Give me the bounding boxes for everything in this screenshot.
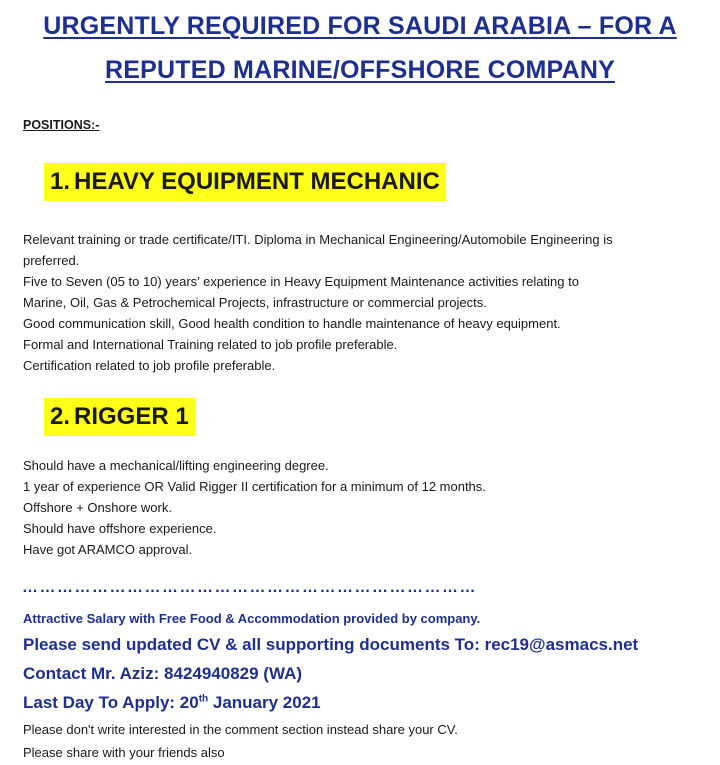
last-day-line	[23, 693, 321, 713]
requirement-line: Offshore + Onshore work.	[23, 500, 172, 515]
share-note: Please share with your friends also	[23, 745, 225, 760]
requirement-line: 1 year of experience OR Valid Rigger II certification for a minimum of 12 months.	[23, 479, 486, 494]
position-number: 1.	[50, 168, 71, 195]
send-cv-line: Please send updated CV & all supporting documents To: rec19@asmacs.net	[23, 635, 639, 654]
requirement-line: Have got ARAMCO approval.	[23, 542, 193, 557]
requirement-line: preferred.	[23, 253, 80, 268]
headline-line-1: URGENTLY REQUIRED FOR SAUDI ARABIA – FOR A	[43, 12, 677, 40]
positions-label: POSITIONS:-	[23, 118, 100, 132]
requirement-line: Formal and International Training related to job profile preferable.	[23, 337, 398, 352]
requirement-line: Should have a mechanical/lifting engineering degree.	[23, 458, 329, 473]
requirement-line: Certification related to job profile preferable.	[23, 358, 276, 373]
requirement-line: Relevant training or trade certificate/ITI. Diploma in Mechanical Engineering/Automobile Engineering is	[23, 232, 613, 247]
last-day-suffix: January 2021	[208, 693, 321, 712]
requirement-line: Marine, Oil, Gas & Petrochemical Projects, infrastructure or commercial projects.	[23, 295, 487, 310]
mechanic-requirements	[23, 229, 713, 376]
last-day-ordinal: th	[198, 693, 209, 705]
dotted-divider: ……………………………………………………………………	[22, 579, 477, 596]
headline-line-2: REPUTED MARINE/OFFSHORE COMPANY	[105, 56, 615, 84]
last-day-prefix: Last Day To Apply: 20	[23, 693, 199, 712]
rigger-requirements	[23, 455, 713, 560]
position-title: RIGGER 1	[74, 403, 189, 430]
position-heading-mechanic	[44, 163, 446, 201]
comment-note: Please don't write interested in the comment section instead share your CV.	[23, 722, 458, 737]
position-heading-rigger	[44, 398, 195, 436]
salary-note: Attractive Salary with Free Food & Accommodation provided by company.	[23, 611, 481, 626]
position-title: HEAVY EQUIPMENT MECHANIC	[74, 168, 440, 195]
requirement-line: Five to Seven (05 to 10) years’ experience in Heavy Equipment Maintenance activities relating to	[23, 274, 579, 289]
requirement-line: Good communication skill, Good health condition to handle maintenance of heavy equipment.	[23, 316, 561, 331]
requirement-line: Should have offshore experience.	[23, 521, 217, 536]
position-number: 2.	[50, 403, 71, 430]
contact-line: Contact Mr. Aziz: 8424940829 (WA)	[23, 664, 303, 683]
